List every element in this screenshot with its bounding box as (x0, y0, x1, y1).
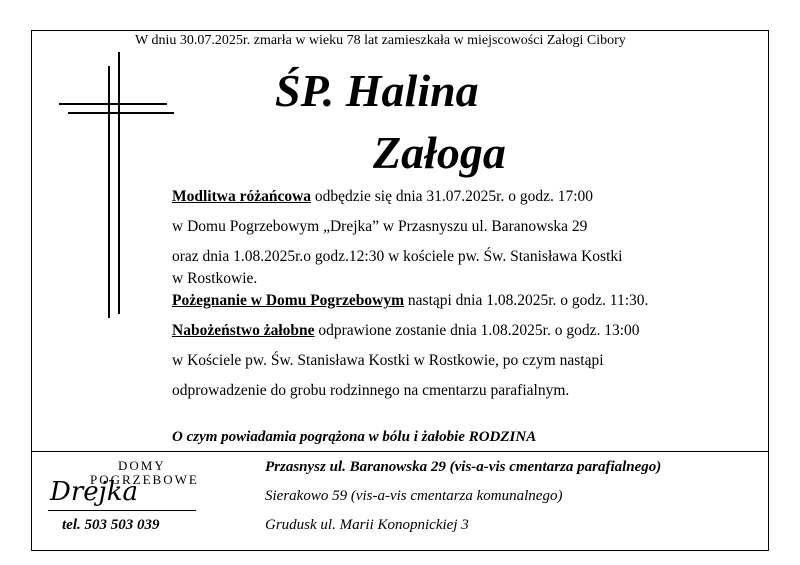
family-closing: O czym powiadamia pogrążona w bólu i żałobie RODZINA (172, 429, 537, 445)
logo-underline (48, 510, 196, 511)
mass-text: odprawione zostanie dnia 1.08.2025r. o godz. 13:00 (314, 322, 640, 339)
farewell-label: Pożegnanie w Domu Pogrzebowym (172, 292, 405, 309)
address-grudusk: Grudusk ul. Marii Konopnickiej 3 (265, 517, 469, 533)
rosary-text: odbędzie się dnia 31.07.2025r. o godz. 17:00 (311, 188, 594, 205)
deceased-first-name: ŚP. Halina (275, 65, 479, 116)
death-announcement: W dniu 30.07.2025r. zmarła w wieku 78 lat zamieszkała w miejscowości Załogi Cibory (135, 33, 626, 48)
logo-line-2: POGRZEBOWE (90, 472, 199, 487)
rosary-town: w Rostkowie. (172, 270, 258, 287)
burial-line: odprowadzenie do grobu rodzinnego na cmentarzu parafialnym. (172, 382, 570, 399)
footer-divider (32, 451, 768, 452)
mass-location: w Kościele pw. Św. Stanisława Kostki w Rostkowie, po czym nastąpi (172, 352, 604, 369)
deceased-surname: Załoga (373, 127, 506, 178)
address-przasnysz: Przasnysz ul. Baranowska 29 (vis-a-vis cmentarza parafialnego) (265, 459, 662, 475)
rosary-label: Modlitwa różańcowa (172, 188, 312, 205)
rosary-second-date: oraz dnia 1.08.2025r.o godz.12:30 w kościele pw. Św. Stanisława Kostki (172, 248, 623, 265)
farewell-text: nastąpi dnia 1.08.2025r. o godz. 11:30. (404, 292, 649, 309)
farewell-line (172, 292, 648, 310)
address-sierakowo: Sierakowo 59 (vis-a-vis cmentarza komunalnego) (265, 488, 563, 504)
rosary-line (172, 188, 593, 206)
mass-line (172, 322, 640, 340)
rosary-location: w Domu Pogrzebowym „Drejka” w Przasnyszu ul. Baranowska 29 (172, 218, 588, 235)
phone-number: tel. 503 503 039 (62, 517, 160, 533)
logo-line-1: DOMY (118, 458, 166, 473)
logo-script: Drejka (50, 477, 138, 507)
mass-label: Nabożeństwo żałobne (172, 322, 315, 339)
